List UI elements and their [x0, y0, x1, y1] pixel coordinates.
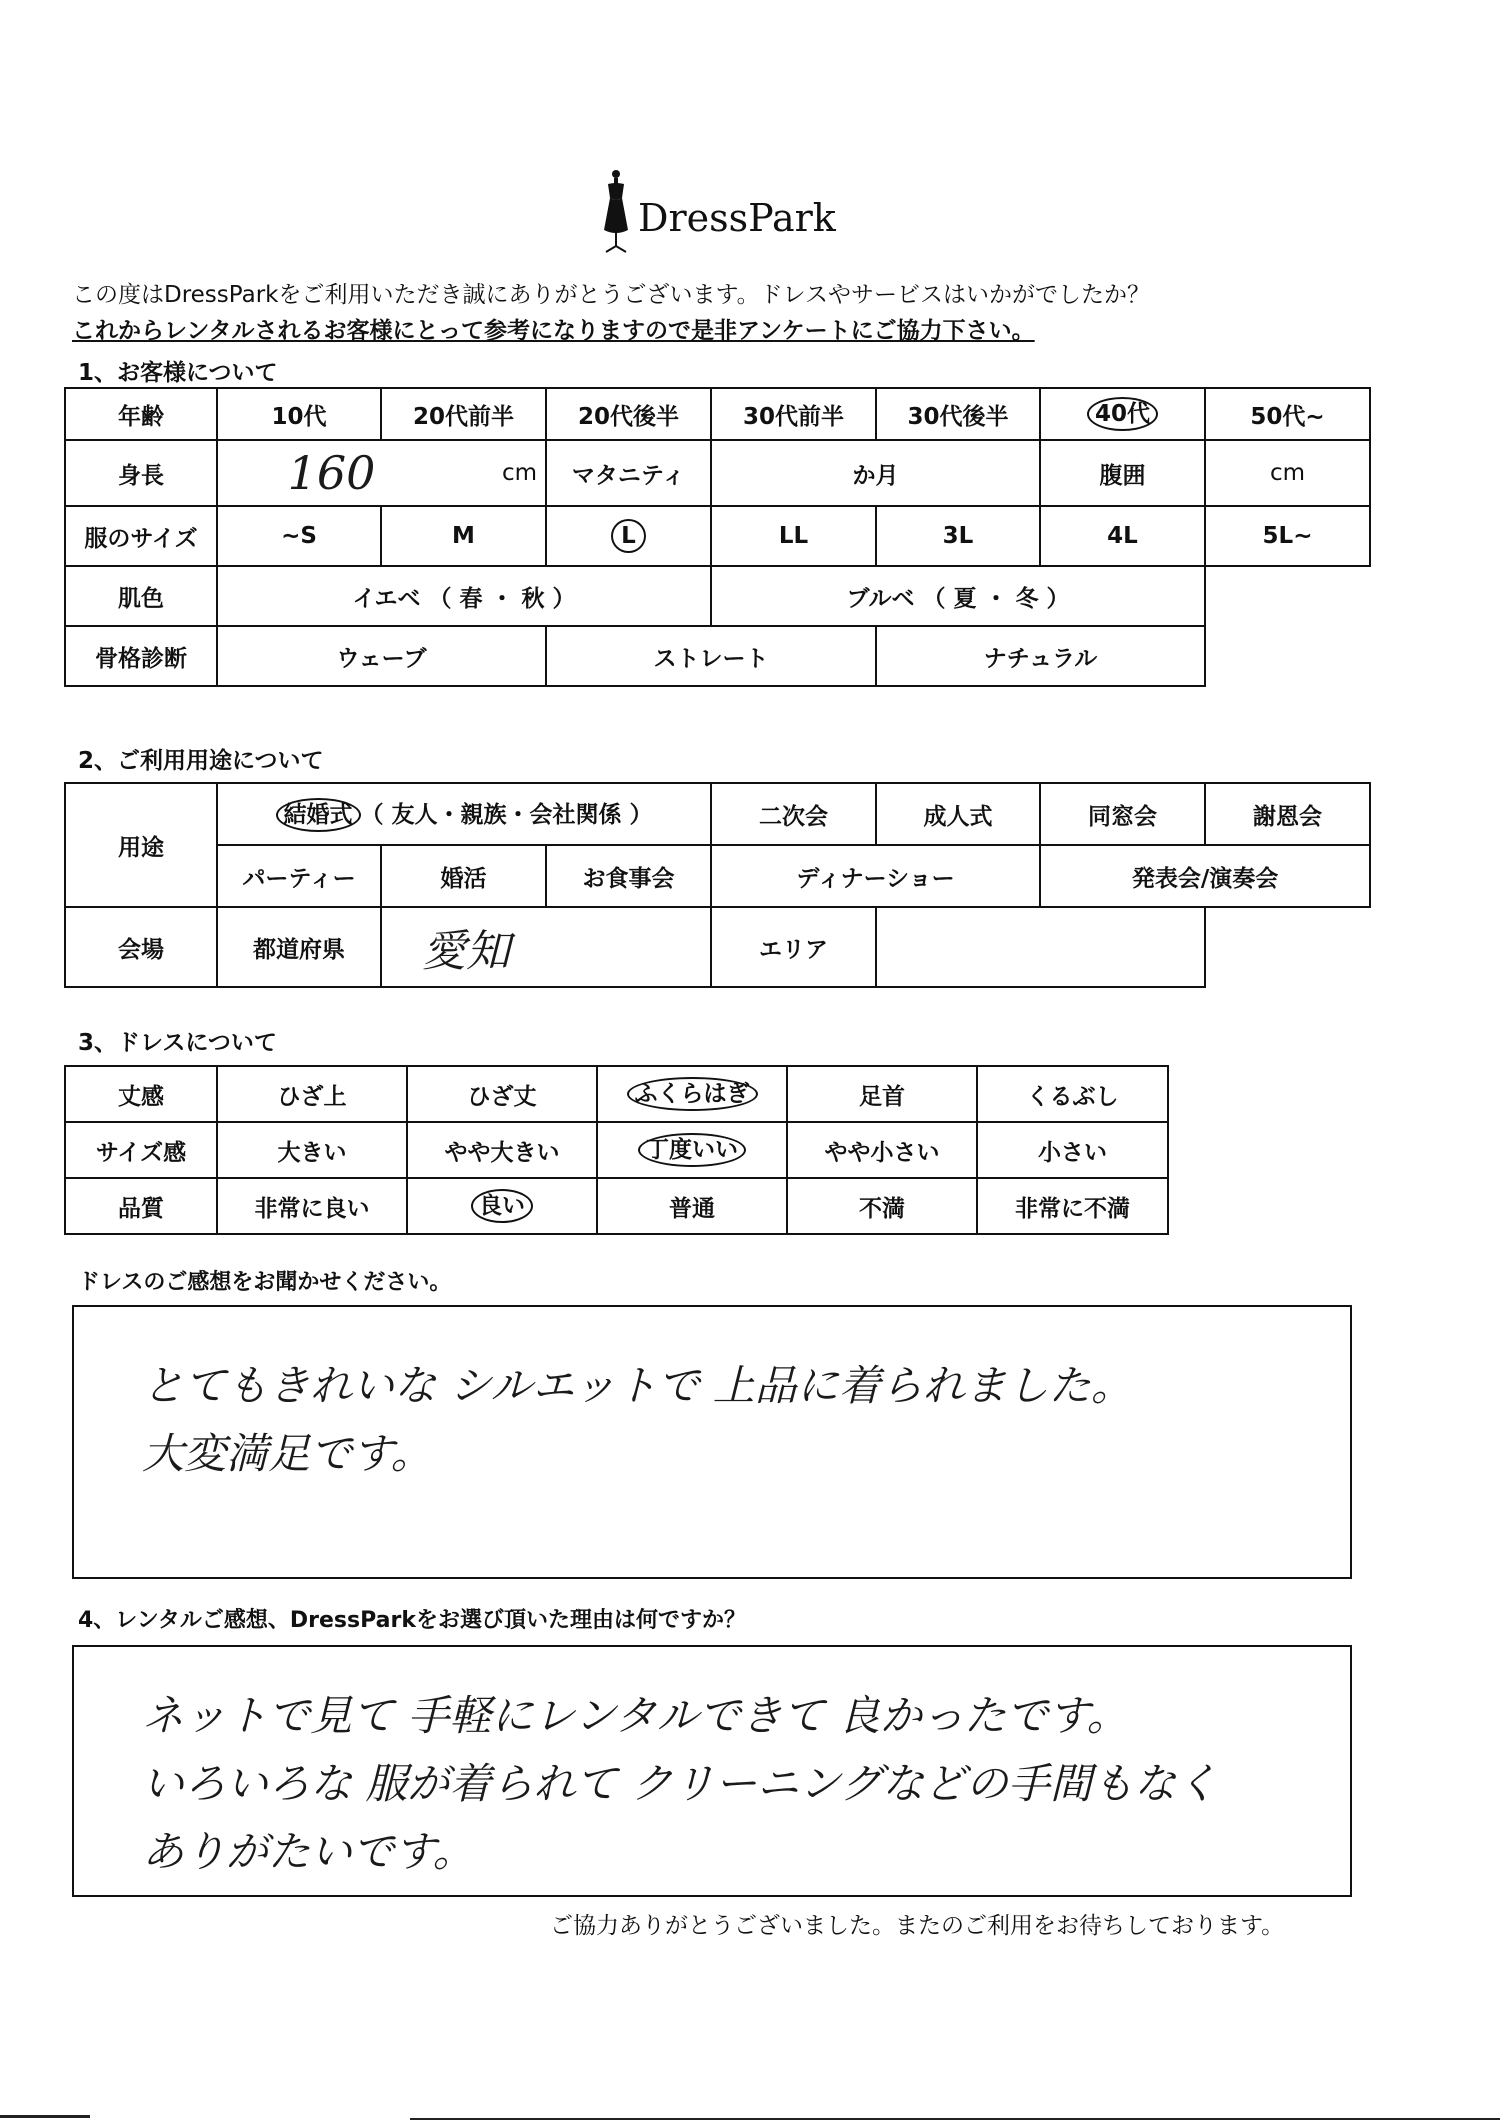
- purpose-label: 用途: [65, 783, 217, 907]
- frame-option[interactable]: ウェーブ: [217, 626, 546, 686]
- reason-line-1: ネットで見て 手軽にレンタルできて 良かったです。: [142, 1691, 1129, 1740]
- size-option[interactable]: 5L~: [1205, 506, 1370, 566]
- fit-label: サイズ感: [65, 1122, 217, 1178]
- prefecture-field[interactable]: [381, 907, 711, 987]
- size-option[interactable]: 4L: [1040, 506, 1205, 566]
- size-option[interactable]: M: [381, 506, 546, 566]
- length-option-selected[interactable]: [597, 1066, 787, 1122]
- fit-option[interactable]: やや大きい: [407, 1122, 597, 1178]
- length-label: 丈感: [65, 1066, 217, 1122]
- age-option[interactable]: 20代前半: [381, 388, 546, 440]
- size-option[interactable]: LL: [711, 506, 876, 566]
- length-option[interactable]: ひざ上: [217, 1066, 407, 1122]
- skin-row: [65, 566, 1370, 626]
- waist-label: 腹囲: [1040, 440, 1205, 506]
- fit-option[interactable]: やや小さい: [787, 1122, 977, 1178]
- size-row: [65, 506, 1370, 566]
- fit-option[interactable]: 大きい: [217, 1122, 407, 1178]
- size-option[interactable]: 3L: [876, 506, 1040, 566]
- brand-logo: [596, 168, 836, 258]
- dress-form-icon: [596, 168, 636, 258]
- reason-line-3: ありがたいです。: [142, 1827, 475, 1876]
- quality-option[interactable]: 非常に不満: [977, 1178, 1168, 1234]
- quality-label: 品質: [65, 1178, 217, 1234]
- prefecture-value: 愛知: [422, 926, 510, 977]
- selection-circle: 40代: [1087, 397, 1158, 431]
- months-unit: か月: [852, 462, 899, 489]
- section1-title: 1、お客様について: [78, 360, 278, 386]
- length-option[interactable]: 足首: [787, 1066, 977, 1122]
- length-option[interactable]: くるぶし: [977, 1066, 1168, 1122]
- height-field[interactable]: [217, 440, 546, 506]
- usage-option[interactable]: ディナーショー: [711, 845, 1040, 907]
- customer-table: [64, 387, 1371, 687]
- age-option[interactable]: 50代~: [1205, 388, 1370, 440]
- section3-title: 3、ドレスについて: [78, 1030, 277, 1056]
- venue-row: [65, 907, 1370, 987]
- fit-option-selected[interactable]: [597, 1122, 787, 1178]
- height-label: 身長: [65, 440, 217, 506]
- size-option[interactable]: ~S: [217, 506, 381, 566]
- skin-blue[interactable]: ブルベ （ 夏 ・ 冬 ）: [711, 566, 1205, 626]
- fit-row: [65, 1122, 1168, 1178]
- age-option[interactable]: 30代後半: [876, 388, 1040, 440]
- usage-option[interactable]: 二次会: [711, 783, 876, 845]
- footer-thanks: ご協力ありがとうございました。またのご利用をお待ちしております。: [550, 1913, 1285, 1939]
- impression-prompt: ドレスのご感想をお聞かせください。: [78, 1270, 452, 1295]
- quality-option[interactable]: 不満: [787, 1178, 977, 1234]
- usage-option[interactable]: 成人式: [876, 783, 1040, 845]
- frame-option[interactable]: ストレート: [546, 626, 876, 686]
- usage-option[interactable]: 発表会/演奏会: [1040, 845, 1370, 907]
- length-row: [65, 1066, 1168, 1122]
- venue-label: 会場: [65, 907, 217, 987]
- usage-table: [64, 782, 1371, 988]
- fit-option[interactable]: 小さい: [977, 1122, 1168, 1178]
- waist-field[interactable]: [1205, 440, 1370, 506]
- age-option[interactable]: 30代前半: [711, 388, 876, 440]
- area-field[interactable]: [876, 907, 1205, 987]
- usage-option[interactable]: 謝恩会: [1205, 783, 1370, 845]
- wedding-detail: （ 友人・親族・会社関係 ）: [360, 802, 653, 828]
- usage-option[interactable]: 婚活: [381, 845, 546, 907]
- wedding-option[interactable]: [217, 783, 711, 845]
- usage-option[interactable]: 同窓会: [1040, 783, 1205, 845]
- selection-circle: 結婚式: [276, 798, 361, 832]
- impression-line-1: とてもきれいな シルエットで 上品に着られました。: [142, 1361, 1133, 1410]
- section2-title: 2、ご利用用途について: [78, 748, 324, 774]
- maternity-label: マタニティ: [546, 440, 711, 506]
- scan-line: [410, 2118, 1500, 2120]
- quality-row: [65, 1178, 1168, 1234]
- skin-yellow[interactable]: イエベ （ 春 ・ 秋 ）: [217, 566, 711, 626]
- usage-row-1: [65, 783, 1370, 845]
- area-label: エリア: [711, 907, 876, 987]
- empty-cell: [1205, 626, 1370, 686]
- frame-row: [65, 626, 1370, 686]
- age-option-selected[interactable]: [1040, 388, 1205, 440]
- selection-circle: 丁度いい: [638, 1133, 746, 1167]
- impression-line-2: 大変満足です。: [142, 1429, 433, 1478]
- waist-unit: cm: [1269, 460, 1306, 486]
- reason-line-2: いろいろな 服が着られて クリーニングなどの手間もなく: [142, 1759, 1218, 1808]
- quality-option[interactable]: 普通: [597, 1178, 787, 1234]
- scan-line: [0, 2115, 90, 2118]
- usage-option[interactable]: パーティー: [217, 845, 381, 907]
- length-option[interactable]: ひざ丈: [407, 1066, 597, 1122]
- age-label: 年齢: [65, 388, 217, 440]
- skin-label: 肌色: [65, 566, 217, 626]
- empty-cell: [1205, 566, 1370, 626]
- reason-box[interactable]: [72, 1645, 1352, 1897]
- usage-row-2: [65, 845, 1370, 907]
- frame-label: 骨格診断: [65, 626, 217, 686]
- usage-option[interactable]: お食事会: [546, 845, 711, 907]
- maternity-field[interactable]: [711, 440, 1040, 506]
- quality-option-selected[interactable]: [407, 1178, 597, 1234]
- height-value: 160: [287, 446, 376, 500]
- selection-circle: 良い: [471, 1189, 533, 1223]
- height-unit: cm: [501, 460, 537, 486]
- height-row: [65, 440, 1370, 506]
- selection-circle: L: [611, 519, 646, 553]
- size-label: 服のサイズ: [65, 506, 217, 566]
- frame-option[interactable]: ナチュラル: [876, 626, 1205, 686]
- intro-text: この度はDressParkをご利用いただき誠にありがとうございます。ドレスやサービスはいかがでしたか？: [72, 282, 1150, 308]
- impression-box[interactable]: [72, 1305, 1352, 1579]
- brand-wordmark: DressPark: [638, 196, 836, 240]
- age-option[interactable]: 20代後半: [546, 388, 711, 440]
- prefecture-label: 都道府県: [217, 907, 381, 987]
- age-option[interactable]: 10代: [217, 388, 381, 440]
- quality-option[interactable]: 非常に良い: [217, 1178, 407, 1234]
- dress-table: [64, 1065, 1169, 1235]
- intro-request: これからレンタルされるお客様にとって参考になりますので是非アンケートにご協力下さい。: [72, 318, 1035, 344]
- age-row: [65, 388, 1370, 440]
- empty-cell: [1205, 907, 1370, 987]
- section4-title: 4、レンタルご感想、DressParkをお選び頂いた理由は何ですか？: [78, 1608, 746, 1633]
- selection-circle: ふくらはぎ: [627, 1077, 758, 1111]
- size-option-selected[interactable]: [546, 506, 711, 566]
